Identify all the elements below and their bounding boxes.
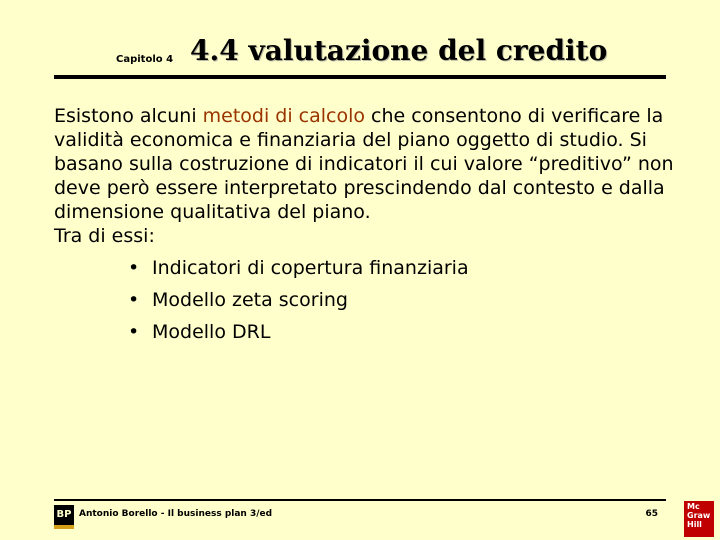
bullet-icon: • — [128, 289, 140, 311]
list-item — [128, 316, 674, 348]
intro-paragraph — [54, 104, 674, 224]
footer-divider — [54, 499, 666, 501]
chapter-label: Capitolo 4 — [116, 54, 174, 65]
bullet-icon: • — [128, 257, 140, 279]
title-divider — [54, 75, 666, 79]
page-number: 65 — [645, 509, 658, 519]
bp-logo-icon: BP — [54, 505, 74, 529]
publisher-logo-line: Hill — [687, 520, 702, 529]
intro-text-start: Esistono alcuni — [54, 105, 203, 127]
list-item-label: Modello DRL — [152, 321, 271, 343]
publisher-logo-line: Graw — [687, 511, 711, 520]
list-item-label: Indicatori di copertura finanziaria — [152, 257, 469, 279]
slide-body — [54, 104, 674, 348]
list-item-label: Modello zeta scoring — [152, 289, 348, 311]
list-item — [128, 252, 674, 284]
highlighted-term: metodi di calcolo — [202, 105, 366, 127]
bullet-icon: • — [128, 321, 140, 343]
list-intro: Tra di essi: — [54, 225, 155, 247]
publisher-logo-line: Mc — [687, 502, 700, 511]
list-item — [128, 284, 674, 316]
intro-text-end: che consentono di verificare la validità economica e finanziaria del piano oggetto di studio. Si basano sulla costruzione di indicatori il cui valore “preditivo” non deve però essere interpretato prescindendo dal contesto e dalla dimensione qualitativa del piano. — [54, 105, 674, 223]
slide-title: 4.4 valutazione del credito — [190, 34, 608, 67]
footer-author: Antonio Borello - Il business plan 3/ed — [79, 509, 273, 519]
method-list — [54, 252, 674, 348]
publisher-logo-icon — [684, 501, 714, 537]
